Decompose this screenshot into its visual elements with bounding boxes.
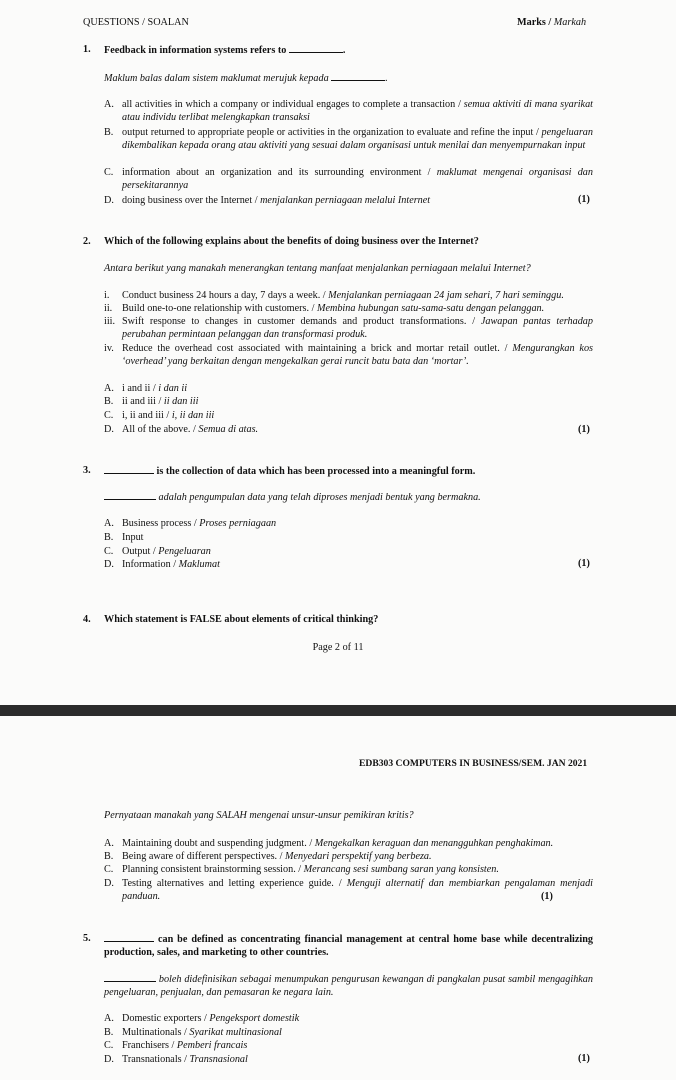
q3-option-c-letter: C. [104, 546, 114, 557]
q1-option-b: output returned to appropriate people or activities in the organization to evaluate and refine the input / pengeluaran dikembalikan kepada orang atau aktiviti yang sesuai dalam organisasi untuk menilai dan menyempurnakan input [122, 127, 593, 151]
marks-header: Marks / Markah [517, 17, 587, 28]
q4-mark: (1) [541, 891, 553, 902]
exam-page-3 [0, 716, 676, 1080]
q3-option-d-letter: D. [104, 559, 114, 570]
q2-option-a: i and ii / i dan ii [122, 383, 188, 394]
q2-statement-iv: Reduce the overhead cost associated with maintaining a brick and mortar retail outlet. / Mengurangkan kos ‘overhead’ yang berkaitan dengan mengekalkan gerai runcit batu bata dan ‘mortar’. [122, 343, 594, 367]
q4-option-c: Planning consistent brainstorming session. / Merancang sesi sumbang saran yang konsisten. [122, 864, 499, 875]
q4-option-b-letter: B. [104, 851, 114, 862]
q3-option-a: Business process / Proses perniagaan [122, 518, 277, 529]
q3-mark: (1) [578, 558, 590, 569]
q1-option-c-letter: C. [104, 167, 114, 178]
q2-statement-ii: Build one-to-one relationship with customers. / Membina hubungan satu-sama-satu dengan pelanggan. [122, 303, 545, 314]
q2-stem: Which of the following explains about the benefits of doing business over the Internet? [104, 236, 479, 247]
q5-option-b: Multinationals / Syarikat multinasional [122, 1027, 282, 1038]
q1-option-d-letter: D. [104, 195, 114, 206]
q2-option-a-letter: A. [104, 383, 114, 394]
q2-mark: (1) [578, 424, 590, 435]
q2-stem-ms: Antara berikut yang manakah menerangkan tentang manfaat menjalankan perniagaan melalui Internet? [104, 263, 531, 274]
q5-option-b-letter: B. [104, 1027, 114, 1038]
q4-stem-ms: Pernyataan manakah yang SALAH mengenai unsur-unsur pemikiran kritis? [104, 810, 414, 821]
q4-option-c-letter: C. [104, 864, 114, 875]
q3-stem-ms: adalah pengumpulan data yang telah diproses menjadi bentuk yang bermakna. [104, 490, 481, 504]
q2-option-c-letter: C. [104, 410, 114, 421]
q4-option-d: Testing alternatives and letting experience guide. / Menguji alternatif dan membiarkan pengalaman menjadi panduan. [122, 878, 593, 902]
q1-option-a: all activities in which a company or individual engages to complete a transaction / semua aktiviti di mana syarikat atau individu terlibat melengkapkan transaksi [122, 99, 593, 123]
q2-statement-i-num: i. [104, 290, 110, 301]
q4-option-b: Being aware of different perspectives. / Menyedari perspektif yang berbeza. [122, 851, 432, 862]
q1-mark: (1) [578, 194, 590, 205]
q2-option-c: i, ii and iii / i, ii dan iii [122, 410, 215, 421]
q3-option-b: Input [122, 532, 144, 543]
q5-stem-ms: boleh didefinisikan sebagai menumpukan pengurusan kewangan di pangkalan pusat sambil mengagihkan pengeluaran, penjualan, dan pemasaran ke negara lain. [104, 974, 593, 998]
q3-option-a-letter: A. [104, 518, 114, 529]
q2-statement-ii-num: ii. [104, 303, 113, 314]
q2-statement-iii-num: iii. [104, 316, 116, 327]
q4-number: 4. [83, 614, 91, 625]
q3-number: 3. [83, 465, 91, 476]
q4-option-d-letter: D. [104, 878, 114, 889]
q4-option-a-letter: A. [104, 838, 114, 849]
q1-number: 1. [83, 44, 91, 55]
q4-option-a: Maintaining doubt and suspending judgment. / Mengekalkan keraguan dan menangguhkan penghakiman. [122, 838, 554, 849]
q5-option-d: Transnationals / Transnasional [122, 1054, 248, 1065]
q5-number: 5. [83, 933, 91, 944]
q1-option-b-letter: B. [104, 127, 114, 138]
q2-option-b-letter: B. [104, 396, 114, 407]
q1-option-a-letter: A. [104, 99, 114, 110]
questions-header: QUESTIONS / SOALAN [83, 17, 189, 28]
q1-option-d: doing business over the Internet / menjalankan perniagaan melalui Internet [122, 195, 431, 206]
q2-number: 2. [83, 236, 91, 247]
q5-mark: (1) [578, 1053, 590, 1064]
q3-option-b-letter: B. [104, 532, 114, 543]
q3-option-d: Information / Maklumat [122, 559, 220, 570]
page-separator [0, 705, 676, 716]
q5-option-c-letter: C. [104, 1040, 114, 1051]
q1-stem-ms: Maklum balas dalam sistem maklumat merujuk kepada . [104, 73, 388, 84]
q1-option-c: information about an organization and its surrounding environment / maklumat mengenai organisasi dan persekitarannya [122, 167, 593, 191]
q5-option-a: Domestic exporters / Pengeksport domestik [122, 1013, 300, 1024]
q1-stem: Feedback in information systems refers to . [104, 45, 346, 56]
q2-statement-iii: Swift response to changes in customer demands and product transformations. / Jawapan pantas terhadap perubahan permintaan pelanggan dan transformasi produk. [122, 316, 593, 340]
course-header: EDB303 COMPUTERS IN BUSINESS/SEM. JAN 2021 [359, 758, 588, 769]
page-footer: Page 2 of 11 [312, 642, 364, 653]
q3-option-c: Output / Pengeluaran [122, 546, 211, 557]
q3-stem: is the collection of data which has been processed into a meaningful form. [104, 464, 475, 478]
q5-option-c: Franchisers / Pemberi francais [122, 1040, 248, 1051]
q2-statement-i: Conduct business 24 hours a day, 7 days a week. / Menjalankan perniagaan 24 jam sehari, 7 hari seminggu. [122, 290, 564, 301]
q2-option-b: ii and iii / ii dan iii [122, 396, 199, 407]
q5-option-a-letter: A. [104, 1013, 114, 1024]
q5-option-d-letter: D. [104, 1054, 114, 1065]
q4-stem: Which statement is FALSE about elements of critical thinking? [104, 614, 379, 625]
q2-option-d: All of the above. / Semua di atas. [122, 424, 259, 435]
q2-option-d-letter: D. [104, 424, 114, 435]
q5-stem: can be defined as concentrating financial management at central home base while decentralizing production, sales, and marketing to other countries. [104, 934, 593, 958]
q2-statement-iv-num: iv. [104, 343, 114, 354]
